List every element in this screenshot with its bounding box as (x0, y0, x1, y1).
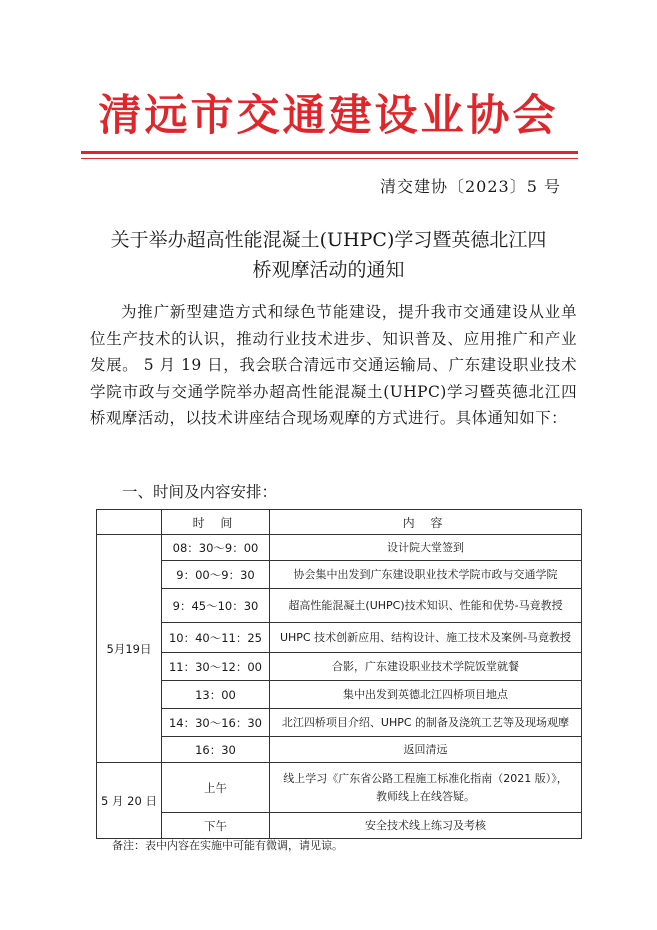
table-row (97, 681, 582, 709)
day1-date-cell: 5月19日 (97, 535, 162, 763)
content-line-1: 线上学习《广东省公路工程施工标准化指南（2021 版）》， (283, 771, 568, 785)
body-paragraph: 为推广新型建造方式和绿色节能建设，提升我市交通建设从业单位生产技术的认识，推动行业技术进步、知识普及、应用推广和产业发展。 5 月 19 日，我会联合清远市交通运输局、广东建设职业技术学院市政与交通学院举办超高性能混凝土(UHPC)学习暨英德北江四桥观摩活动，以技术讲座结合现场观摩的方式进行。具体通知如下： (90, 303, 577, 427)
content-cell: 集中出发到英德北江四桥项目地点 (270, 681, 582, 709)
table-row (97, 535, 582, 561)
table-row (97, 623, 582, 653)
time-cell: 上午 (162, 763, 270, 813)
time-cell: 08：30～9：00 (162, 535, 270, 561)
time-cell: 9：00～9：30 (162, 561, 270, 589)
footnote: 备注：表中内容在实施中可能有微调，请见谅。 (112, 839, 343, 852)
header-rule-thin (81, 158, 578, 159)
notice-title-line-2: 桥观摩活动的通知 (252, 259, 405, 281)
notice-title (90, 225, 567, 285)
table-row (97, 763, 582, 813)
time-cell: 13：00 (162, 681, 270, 709)
schedule-table (96, 509, 582, 839)
content-cell: 北江四桥项目介绍、UHPC 的制备及浇筑工艺等及现场观摩 (270, 709, 582, 737)
notice-title-line-1: 关于举办超高性能混凝土(UHPC)学习暨英德北江四 (110, 229, 547, 251)
header-content-cell: 内 容 (270, 510, 582, 535)
header-date-cell (97, 510, 162, 535)
content-cell (270, 763, 582, 813)
table-header-row (97, 510, 582, 535)
header-rule-thick (81, 151, 578, 154)
time-cell: 9：45～10：30 (162, 589, 270, 623)
org-name-heading: 清远市交通建设业协会 (98, 91, 559, 141)
table-row (97, 709, 582, 737)
section-heading: 一、时间及内容安排： (122, 483, 278, 501)
content-cell: 合影，广东建设职业技术学院饭堂就餐 (270, 653, 582, 681)
time-cell: 10：40～11：25 (162, 623, 270, 653)
time-cell: 14：30～16：30 (162, 709, 270, 737)
header-time-cell: 时 间 (162, 510, 270, 535)
table-row (97, 813, 582, 839)
content-cell: 安全技术线上练习及考核 (270, 813, 582, 839)
table-row (97, 653, 582, 681)
document-number: 清交建协〔2023〕5 号 (380, 177, 561, 196)
table-row (97, 589, 582, 623)
time-cell: 16：30 (162, 737, 270, 763)
day2-date-cell: 5 月 20 日 (97, 763, 162, 839)
content-cell: 设计院大堂签到 (270, 535, 582, 561)
content-cell: 超高性能混凝土(UHPC)技术知识、性能和优势-马竟教授 (270, 589, 582, 623)
content-cell: 返回清远 (270, 737, 582, 763)
table-row (97, 737, 582, 763)
content-line-2: 教师线上在线答疑。 (376, 789, 475, 803)
table-row (97, 561, 582, 589)
content-cell: 协会集中出发到广东建设职业技术学院市政与交通学院 (270, 561, 582, 589)
time-cell: 下午 (162, 813, 270, 839)
time-cell: 11：30～12：00 (162, 653, 270, 681)
content-cell: UHPC 技术创新应用、结构设计、施工技术及案例-马竟教授 (270, 623, 582, 653)
notice-body (90, 299, 577, 432)
